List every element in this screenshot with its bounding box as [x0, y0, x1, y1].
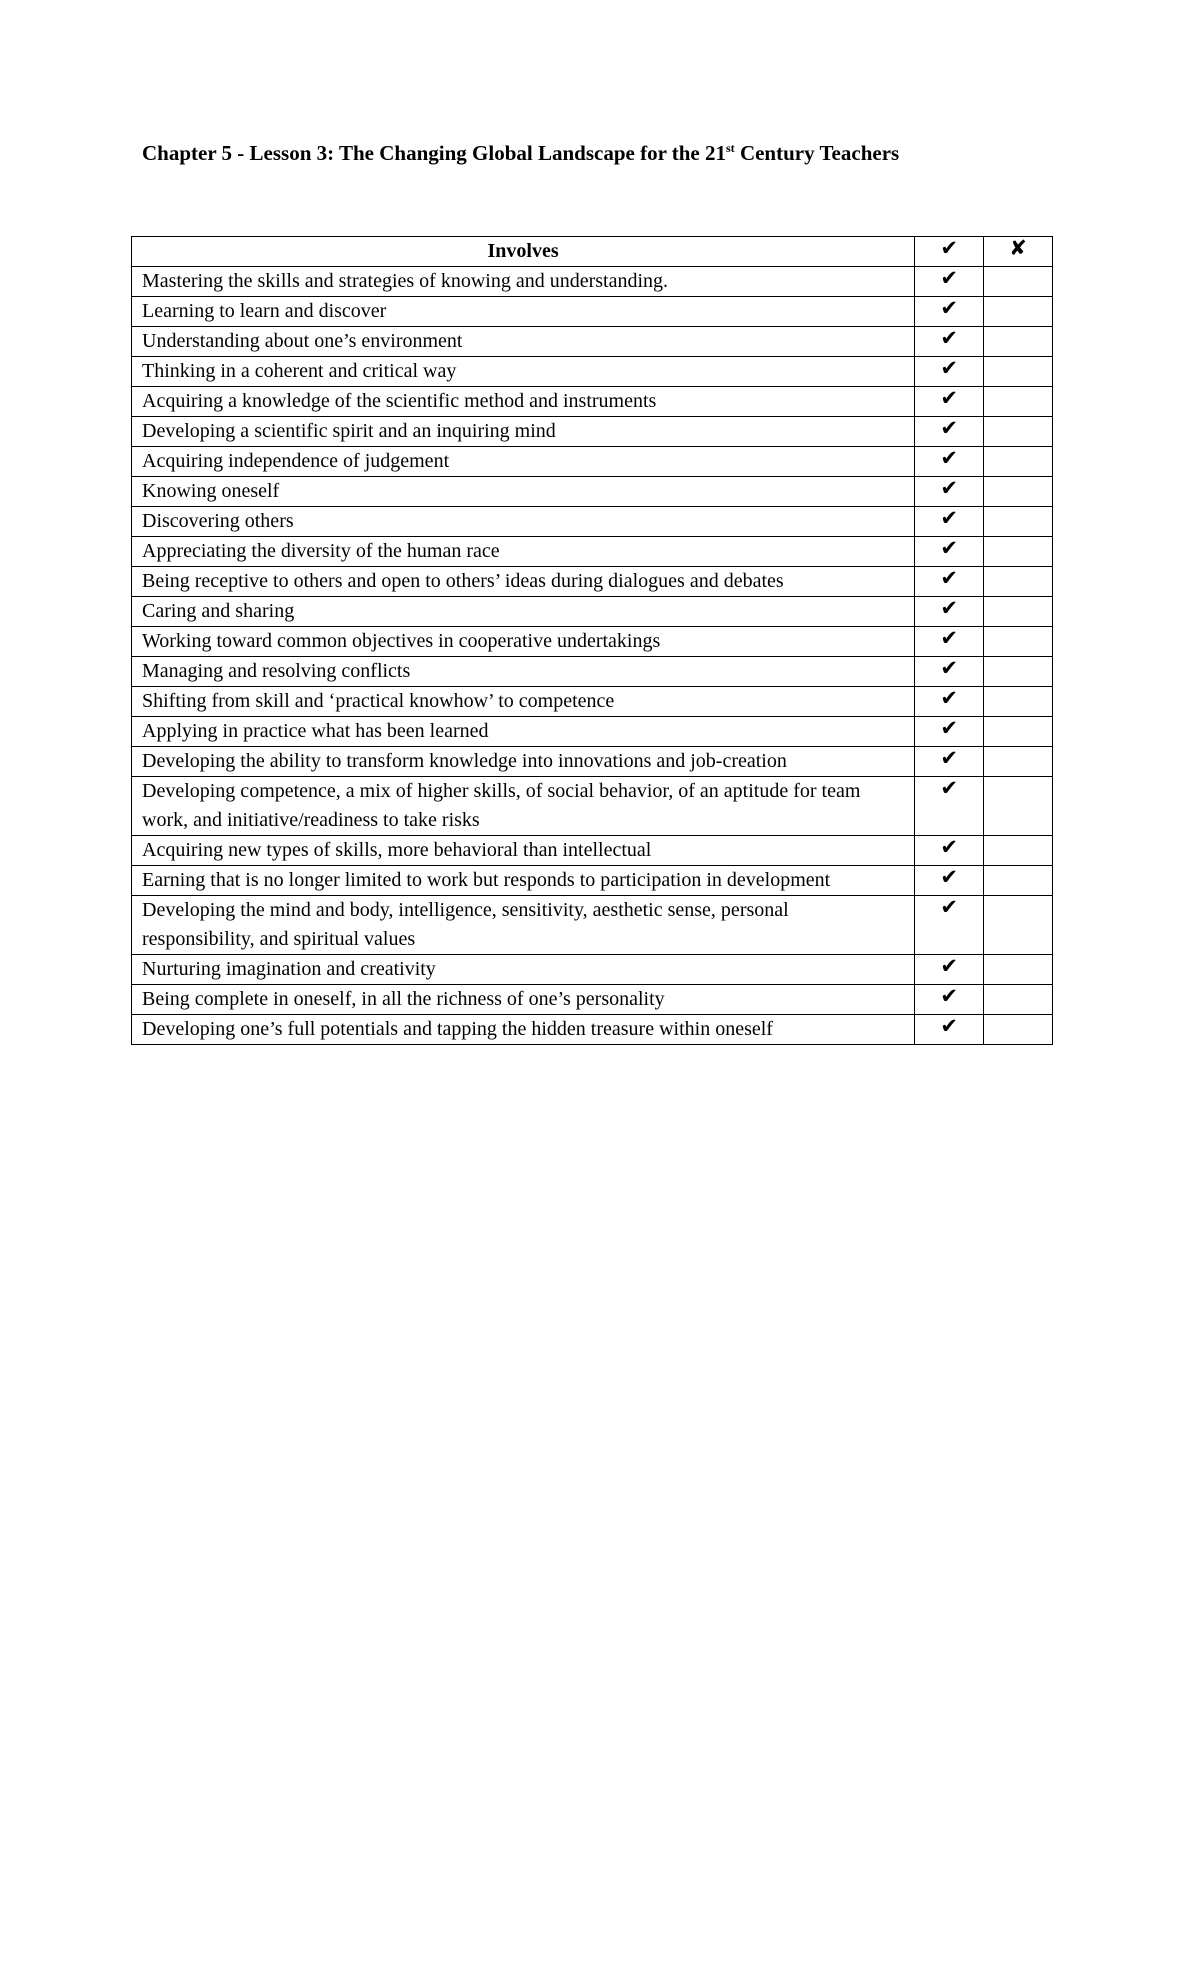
- cross-cell: [984, 297, 1053, 327]
- cross-cell: [984, 1015, 1053, 1045]
- table-row: [132, 836, 1053, 866]
- table-row: [132, 747, 1053, 777]
- involves-item-text: Managing and resolving conflicts: [132, 657, 915, 687]
- check-mark-icon: ✔: [940, 626, 958, 650]
- check-mark-icon: ✔: [940, 236, 958, 260]
- title-suffix: Century Teachers: [734, 141, 900, 165]
- check-cell: [915, 985, 984, 1015]
- cross-mark-icon: ✘: [1009, 236, 1027, 260]
- check-cell: [915, 747, 984, 777]
- table-row: [132, 417, 1053, 447]
- cross-cell: [984, 507, 1053, 537]
- involves-item-text: Nurturing imagination and creativity: [132, 955, 915, 985]
- title-superscript: st: [726, 141, 735, 155]
- cross-cell: [984, 327, 1053, 357]
- cross-cell: [984, 417, 1053, 447]
- involves-item-text: Learning to learn and discover: [132, 297, 915, 327]
- check-cell: [915, 417, 984, 447]
- table-row: [132, 657, 1053, 687]
- table-row: [132, 777, 1053, 836]
- check-mark-icon: ✔: [940, 386, 958, 410]
- involves-item-text: Earning that is no longer limited to work but responds to participation in development: [132, 866, 915, 896]
- table-row: [132, 537, 1053, 567]
- cross-cell: [984, 537, 1053, 567]
- cross-cell: [984, 777, 1053, 836]
- table-row: [132, 327, 1053, 357]
- involves-item-text: Acquiring independence of judgement: [132, 447, 915, 477]
- check-cell: [915, 836, 984, 866]
- involves-item-text: Shifting from skill and ‘practical knowhow’ to competence: [132, 687, 915, 717]
- involves-item-text: Acquiring a knowledge of the scientific method and instruments: [132, 387, 915, 417]
- check-mark-icon: ✔: [940, 476, 958, 500]
- page-title: [142, 141, 899, 166]
- check-mark-icon: ✔: [940, 536, 958, 560]
- involves-item-text: Being receptive to others and open to others’ ideas during dialogues and debates: [132, 567, 915, 597]
- table-row: [132, 267, 1053, 297]
- cross-cell: [984, 985, 1053, 1015]
- check-cell: [915, 447, 984, 477]
- involves-checklist-table: [131, 236, 1053, 1045]
- involves-column-header: Involves: [132, 237, 915, 267]
- check-cell: [915, 866, 984, 896]
- involves-item-text: Developing a scientific spirit and an inquiring mind: [132, 417, 915, 447]
- check-cell: [915, 717, 984, 747]
- check-mark-icon: ✔: [940, 1014, 958, 1038]
- cross-cell: [984, 717, 1053, 747]
- involves-item-text: Knowing oneself: [132, 477, 915, 507]
- cross-cell: [984, 567, 1053, 597]
- check-cell: [915, 567, 984, 597]
- involves-item-text: Mastering the skills and strategies of knowing and understanding.: [132, 267, 915, 297]
- check-cell: [915, 687, 984, 717]
- check-mark-icon: ✔: [940, 506, 958, 530]
- table-row: [132, 567, 1053, 597]
- check-mark-icon: ✔: [940, 746, 958, 770]
- table-row: [132, 447, 1053, 477]
- cross-cell: [984, 267, 1053, 297]
- involves-item-text: Appreciating the diversity of the human race: [132, 537, 915, 567]
- table-row: [132, 387, 1053, 417]
- cross-cell: [984, 955, 1053, 985]
- involves-item-text: Developing the ability to transform knowledge into innovations and job-creation: [132, 747, 915, 777]
- table-row: [132, 687, 1053, 717]
- check-cell: [915, 267, 984, 297]
- involves-item-text: Developing one’s full potentials and tapping the hidden treasure within oneself: [132, 1015, 915, 1045]
- table-row: [132, 357, 1053, 387]
- table-row: [132, 866, 1053, 896]
- cross-cell: [984, 597, 1053, 627]
- cross-column-header: [984, 237, 1053, 267]
- cross-cell: [984, 387, 1053, 417]
- involves-item-text: Developing competence, a mix of higher skills, of social behavior, of an aptitude for team work, and initiative/readiness to take risks: [132, 777, 915, 836]
- check-mark-icon: ✔: [940, 296, 958, 320]
- cross-cell: [984, 687, 1053, 717]
- check-mark-icon: ✔: [940, 596, 958, 620]
- check-mark-icon: ✔: [940, 266, 958, 290]
- check-cell: [915, 537, 984, 567]
- check-mark-icon: ✔: [940, 776, 958, 800]
- check-mark-icon: ✔: [940, 446, 958, 470]
- check-mark-icon: ✔: [940, 656, 958, 680]
- check-mark-icon: ✔: [940, 356, 958, 380]
- table-row: [132, 627, 1053, 657]
- table-row: [132, 985, 1053, 1015]
- table-row: [132, 597, 1053, 627]
- table-row: [132, 896, 1053, 955]
- cross-cell: [984, 357, 1053, 387]
- check-column-header: [915, 237, 984, 267]
- table-row: [132, 955, 1053, 985]
- check-mark-icon: ✔: [940, 566, 958, 590]
- involves-item-text: Understanding about one’s environment: [132, 327, 915, 357]
- cross-cell: [984, 896, 1053, 955]
- check-cell: [915, 627, 984, 657]
- check-cell: [915, 387, 984, 417]
- involves-item-text: Discovering others: [132, 507, 915, 537]
- cross-cell: [984, 477, 1053, 507]
- check-cell: [915, 777, 984, 836]
- table-header-row: [132, 237, 1053, 267]
- cross-cell: [984, 747, 1053, 777]
- check-cell: [915, 955, 984, 985]
- check-mark-icon: ✔: [940, 716, 958, 740]
- table-row: [132, 1015, 1053, 1045]
- table-row: [132, 297, 1053, 327]
- check-cell: [915, 327, 984, 357]
- check-cell: [915, 477, 984, 507]
- check-mark-icon: ✔: [940, 865, 958, 889]
- table-row: [132, 477, 1053, 507]
- cross-cell: [984, 657, 1053, 687]
- involves-item-text: Applying in practice what has been learned: [132, 717, 915, 747]
- title-prefix: Chapter 5 - Lesson 3: The Changing Global Landscape for the 21: [142, 141, 727, 165]
- check-cell: [915, 357, 984, 387]
- check-mark-icon: ✔: [940, 895, 958, 919]
- check-cell: [915, 896, 984, 955]
- cross-cell: [984, 866, 1053, 896]
- check-mark-icon: ✔: [940, 326, 958, 350]
- involves-item-text: Developing the mind and body, intelligence, sensitivity, aesthetic sense, personal responsibility, and spiritual values: [132, 896, 915, 955]
- check-cell: [915, 297, 984, 327]
- cross-cell: [984, 627, 1053, 657]
- check-mark-icon: ✔: [940, 416, 958, 440]
- involves-item-text: Thinking in a coherent and critical way: [132, 357, 915, 387]
- involves-item-text: Caring and sharing: [132, 597, 915, 627]
- involves-item-text: Working toward common objectives in cooperative undertakings: [132, 627, 915, 657]
- involves-item-text: Being complete in oneself, in all the richness of one’s personality: [132, 985, 915, 1015]
- check-mark-icon: ✔: [940, 984, 958, 1008]
- check-mark-icon: ✔: [940, 686, 958, 710]
- check-cell: [915, 597, 984, 627]
- check-cell: [915, 507, 984, 537]
- check-mark-icon: ✔: [940, 835, 958, 859]
- check-mark-icon: ✔: [940, 954, 958, 978]
- check-cell: [915, 657, 984, 687]
- cross-cell: [984, 447, 1053, 477]
- table-row: [132, 717, 1053, 747]
- involves-item-text: Acquiring new types of skills, more behavioral than intellectual: [132, 836, 915, 866]
- table-row: [132, 507, 1053, 537]
- cross-cell: [984, 836, 1053, 866]
- check-cell: [915, 1015, 984, 1045]
